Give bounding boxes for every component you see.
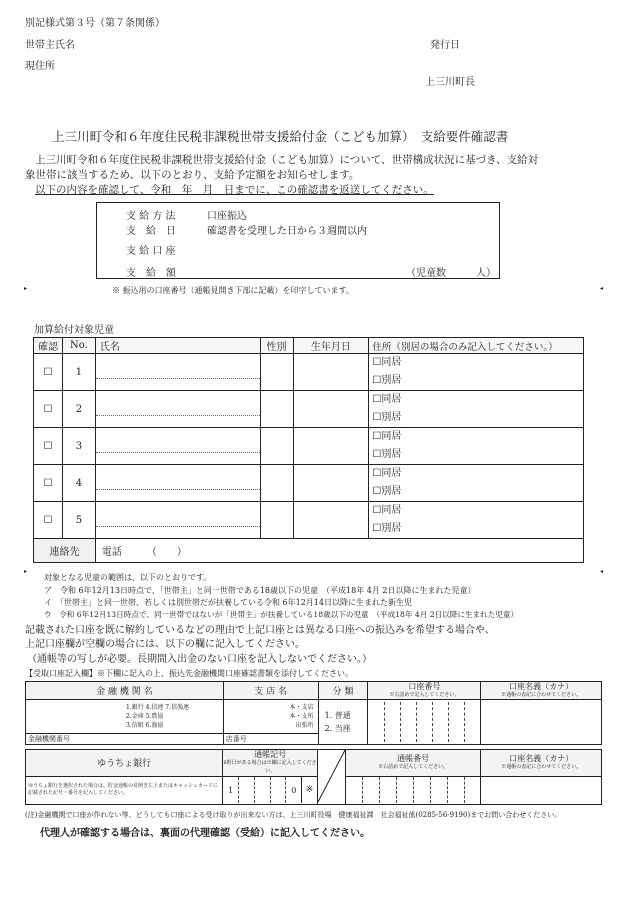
row-number: 3 xyxy=(62,428,95,465)
branch-name-field[interactable]: 本・支店 本・支所 出張所 xyxy=(223,700,318,734)
option-same[interactable]: ☐同居 xyxy=(372,505,402,516)
option-same[interactable]: ☐同居 xyxy=(372,357,402,368)
passbook-number-field[interactable] xyxy=(345,776,480,804)
birth-cell[interactable] xyxy=(293,502,369,539)
payment-method-value: 口座振込 xyxy=(207,211,247,222)
bank-code-field[interactable]: 金融機関番号 xyxy=(26,734,224,745)
option-separate[interactable]: ☐別居 xyxy=(372,412,402,423)
address-cell[interactable] xyxy=(369,502,584,539)
divider-cell xyxy=(317,750,345,805)
address-cell[interactable] xyxy=(369,391,584,428)
gender-cell[interactable] xyxy=(260,502,293,539)
option-separate[interactable]: ☐別居 xyxy=(372,486,402,497)
option-separate[interactable]: ☐別居 xyxy=(372,375,402,386)
option-same[interactable]: ☐同居 xyxy=(372,468,402,479)
yucho-label: ゆうちょ銀行 xyxy=(26,750,223,777)
address-cell[interactable] xyxy=(369,428,584,465)
intro-line1: 上三川町令和６年度住民税非課税世帯支援給付金（こども加算）について、世帯構成状況に基づき、支給対 xyxy=(35,154,539,166)
children-table xyxy=(33,337,584,563)
row-checkbox[interactable]: ☐ xyxy=(34,502,63,539)
payment-date-label: 支 給 日 xyxy=(126,226,176,237)
scope-line3: ウ 令和 6年12月13日時点で、同一世帯ではないが「世帯主」が扶養している18歳以下の児童 （平成18年 4月 2日以降に生まれた児童） xyxy=(44,610,519,619)
form-number: 別記様式第３号（第７条関係） xyxy=(25,18,165,29)
option-separate[interactable]: ☐別居 xyxy=(372,523,402,534)
notice-line1: 記載された口座を既に解約しているなどの理由で上記口座とは異なる口座への振込みを希望する場合や、 xyxy=(25,625,495,636)
table-row xyxy=(34,428,584,465)
name-cell[interactable] xyxy=(95,391,260,428)
row-number: 1 xyxy=(62,354,95,391)
yucho-note: ゆうちょ銀行を選択された場合は、貯金通帳の見開き左上またはキャッシュカードに記載された記号・番号を記入してください。 xyxy=(26,776,223,804)
notice-line3: （通帳等の写しが必要。長期間入出金のない口座を記入しないでください。） xyxy=(27,654,372,665)
account-number-field[interactable] xyxy=(368,700,481,745)
option-separate[interactable]: ☐別居 xyxy=(372,449,402,460)
birth-cell[interactable] xyxy=(293,465,369,502)
holder-header: 口座名義（カナ） ※通帳の表記に合わせてください。 xyxy=(481,682,602,700)
header-check: 確認 xyxy=(34,338,63,354)
table-row xyxy=(34,391,584,428)
name-cell[interactable] xyxy=(95,354,260,391)
passbook-symbol-field[interactable]: 1 0 ※ xyxy=(223,776,318,804)
issue-date-label: 発行日 xyxy=(430,40,460,51)
account-type-field[interactable]: 1. 普通 2. 当座 xyxy=(318,700,368,745)
crop-mark-right-icon: ◂ xyxy=(600,568,604,575)
intro-line2: 象世帯に該当するため、以下のとおり、支給予定額をお知らせします。 xyxy=(25,169,360,181)
bank-name-header: 金 融 機 関 名 xyxy=(26,682,224,700)
notice-line2: 上記口座欄が空欄の場合には、以下の欄に記入してください。 xyxy=(25,639,305,650)
scope-line0: 対象となる児童の範囲は、以下のとおりです。 xyxy=(44,573,212,582)
footer-note: (注)金融機関で口座が作れない等、どうしても口座による受け取りが出来ない方は、上三川町役場 健康福祉課 社会福祉係(0285-56-9190)までお問い合わせください。 xyxy=(25,811,562,819)
crop-mark-left-icon: ▸ xyxy=(24,285,28,292)
account-form-caption: 【受取口座記入欄】※下欄に記入の上、振込先金融機関口座確認書類を添付してください。 xyxy=(25,669,353,678)
name-cell[interactable] xyxy=(95,465,260,502)
bank-account-table xyxy=(25,681,602,745)
header-gender: 性別 xyxy=(260,338,293,354)
row-number: 2 xyxy=(62,391,95,428)
branch-name-header: 支 店 名 xyxy=(223,682,318,700)
children-section-title: 加算給付対象児童 xyxy=(34,325,114,336)
householder-label: 世帯主氏名 xyxy=(25,40,75,51)
name-cell[interactable] xyxy=(95,502,260,539)
slash-divider-icon xyxy=(318,750,345,802)
scope-line1: ア 令和 6年12月13日時点で、「世帯主」と同一世帯である18歳以下の児童 （平成18年 4月 2日以降に生まれた児童） xyxy=(44,586,476,595)
payment-date-value: 確認書を受理した日から３週間以内 xyxy=(207,226,367,237)
scope-line2: イ 「世帯主」と同一世帯、若しくは別世帯だが扶養している令和 6年12月14日以降に生まれた新生児 xyxy=(44,598,412,607)
agent-notice: 代理人が確認する場合は、裏面の代理確認（受給）に記入してください。 xyxy=(40,828,370,839)
bank-input-row xyxy=(26,700,602,734)
option-same[interactable]: ☐同居 xyxy=(372,394,402,405)
yucho-holder-field[interactable] xyxy=(481,776,602,804)
crop-mark-left-icon: ▸ xyxy=(24,568,28,575)
address-cell[interactable] xyxy=(369,354,584,391)
payment-method-label: 支 給 方 法 xyxy=(126,211,176,222)
bank-name-field[interactable]: 1.銀行 4.信連 7.信漁連 2.金庫 5.農協 3.信組 6.漁協 xyxy=(26,700,224,734)
gender-cell[interactable] xyxy=(260,465,293,502)
issuer: 上三川町長 xyxy=(425,77,475,88)
passbook-number-header: 通帳番号 ※右詰めで記入してください。 xyxy=(345,750,480,777)
payment-amount-label: 支 給 額 xyxy=(126,268,176,279)
bank-header-row xyxy=(26,682,602,700)
header-address: 住所（別居の場合のみ記入してください。） xyxy=(369,338,584,354)
birth-cell[interactable] xyxy=(293,354,369,391)
children-count: （児童数 人） xyxy=(406,268,496,279)
category-header: 分 類 xyxy=(318,682,368,700)
table-row xyxy=(34,502,584,539)
header-birth: 生年月日 xyxy=(293,338,369,354)
holder-field[interactable] xyxy=(481,700,602,745)
branch-code-field[interactable]: 店番号 xyxy=(223,734,318,745)
row-checkbox[interactable]: ☐ xyxy=(34,428,63,465)
payment-note: ※ 振込用の口座番号（通帳見開き下部に記載）を印字しています。 xyxy=(112,286,354,295)
row-number: 4 xyxy=(62,465,95,502)
page-title: 上三川町令和６年度住民税非課税世帯支援給付金（こども加算） 支給要件確認書 xyxy=(52,129,509,144)
crop-mark-right-icon: ◂ xyxy=(600,285,604,292)
table-row xyxy=(34,354,584,391)
name-cell[interactable] xyxy=(95,428,260,465)
yucho-header-row xyxy=(26,750,602,777)
header-name: 氏名 xyxy=(95,338,260,354)
option-same[interactable]: ☐同居 xyxy=(372,431,402,442)
birth-cell[interactable] xyxy=(293,428,369,465)
gender-cell[interactable] xyxy=(260,428,293,465)
table-row xyxy=(34,465,584,502)
row-checkbox[interactable]: ☐ xyxy=(34,391,63,428)
row-checkbox[interactable]: ☐ xyxy=(34,354,63,391)
address-cell[interactable] xyxy=(369,465,584,502)
yucho-table xyxy=(25,749,602,805)
birth-cell[interactable] xyxy=(293,391,369,428)
header-no: No. xyxy=(62,338,95,354)
account-number-header: 口座番号 ※右詰めで記入してください。 xyxy=(368,682,481,700)
row-number: 5 xyxy=(62,502,95,539)
gender-cell[interactable] xyxy=(260,354,293,391)
address-label: 現住所 xyxy=(25,61,55,72)
passbook-symbol-header: 通帳記号 6桁目がある場合は※欄に記入してください。 xyxy=(223,750,318,777)
children-header-row xyxy=(34,338,584,354)
intro-line3: 以下の内容を確認して、令和 年 月 日までに、この確認書を返送してください。 xyxy=(35,184,434,196)
yucho-input-row xyxy=(26,776,602,804)
contact-phone-field[interactable]: 電話 （ ） xyxy=(95,539,583,563)
contact-label: 連絡先 xyxy=(34,539,96,563)
gender-cell[interactable] xyxy=(260,391,293,428)
contact-row xyxy=(34,539,584,563)
yucho-holder-header: 口座名義（カナ） ※通帳の表記に合わせてください。 xyxy=(481,750,602,777)
payment-account-label: 支 給 口 座 xyxy=(126,246,176,257)
row-checkbox[interactable]: ☐ xyxy=(34,465,63,502)
